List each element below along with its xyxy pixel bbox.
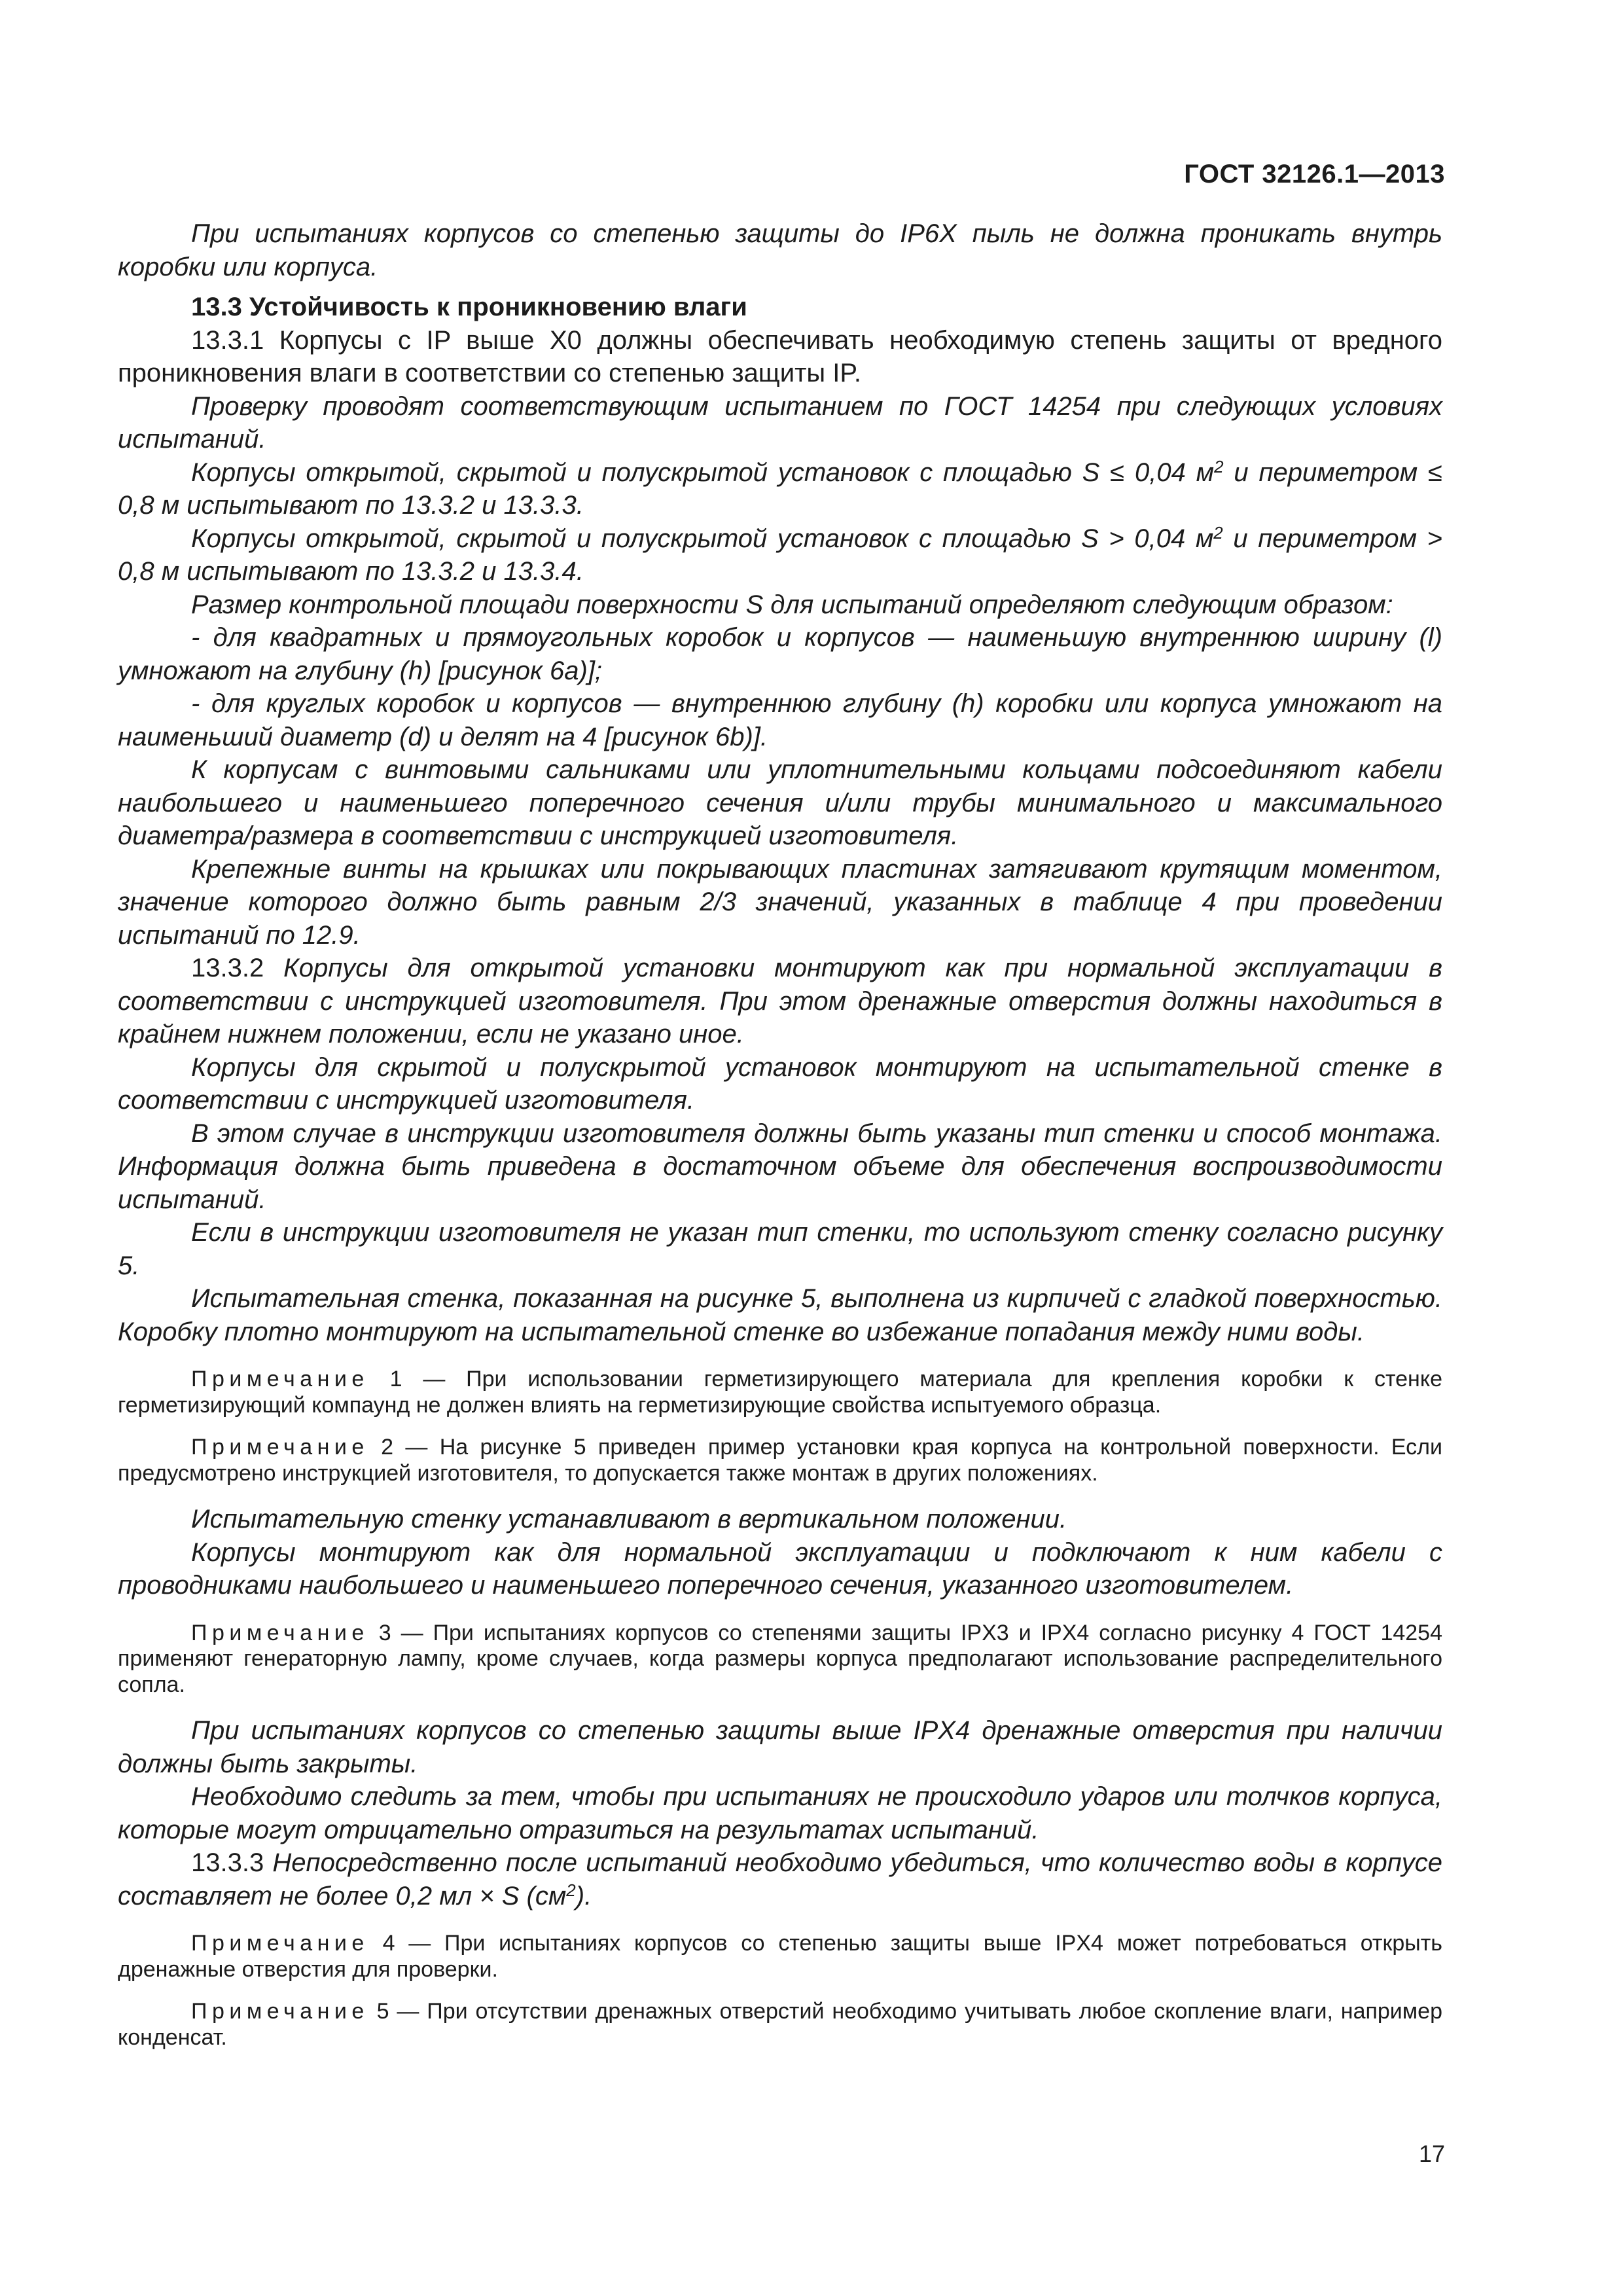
- list-item-round: - для круглых коробок и корпусов — внутреннюю глубину (h) коробки или корпуса умножают на наименьший диаметр (d) и делят на 4 [рисунок 6b)].: [118, 689, 1442, 751]
- note-1: [118, 1367, 1442, 1418]
- note-label: Примечание: [191, 1931, 369, 1956]
- clause-number: 13.3.3: [191, 1848, 264, 1877]
- paragraph-no-impacts: Необходимо следить за тем, чтобы при испытаниях не происходило ударов или толчков корпуса, которые могут отрицательно отразиться на результатах испытаний.: [118, 1782, 1442, 1844]
- note-label: Примечание: [191, 1620, 369, 1645]
- paragraph-hidden-mount: Корпусы для скрытой и полускрытой установок монтируют на испытательной стенке в соответствии с инструкцией изготовителя.: [118, 1052, 1442, 1115]
- superscript: 2: [1213, 522, 1223, 543]
- page-number: 17: [1418, 2140, 1445, 2167]
- clause-number: 13.3.1: [191, 325, 264, 355]
- text-segment: Корпусы открытой, скрытой и полускрытой установок с площадью S > 0,04 м: [191, 524, 1214, 553]
- list-item-rectangular: - для квадратных и прямоугольных коробок и корпусов — наименьшую внутреннюю ширину (l) умножают на глубину (h) [рисунок 6a)];: [118, 623, 1442, 685]
- note-5: [118, 1999, 1442, 2051]
- paragraph-small-area: [118, 456, 1442, 522]
- paragraph-13-3-2: [118, 952, 1442, 1051]
- clause-text: Корпусы для открытой установки монтируют как при нормальной эксплуатации в соответствии с инструкцией изготовителя. При этом дренажные отверстия должны находиться в крайнем нижнем положении, если не указано иное.: [118, 954, 1442, 1049]
- document-body: [118, 217, 1442, 2051]
- superscript: 2: [566, 1880, 576, 1900]
- paragraph-wall-default: Если в инструкции изготовителя не указан тип стенки, то используют стенку согласно рисунку 5.: [118, 1218, 1442, 1280]
- paragraph-cables: К корпусам с винтовыми сальниками или уплотнительными кольцами подсоединяют кабели наибольшего и наименьшего поперечного сечения и/или трубы минимального и максимального диаметра/размера в соответствии с инструкцией изготовителя.: [118, 755, 1442, 850]
- text-segment: Корпусы открытой, скрытой и полускрытой установок с площадью S ≤ 0,04 м: [191, 457, 1215, 487]
- note-text: 2 — На рисунке 5 приведен пример установки края корпуса на контрольной поверхности. Если предусмотрено инструкцией изготовителя, то допускается также монтаж в других положениях.: [118, 1435, 1442, 1486]
- text-segment: Непосредственно после испытаний необходимо убедиться, что количество воды в корпусе составляет не более 0,2 мл × S (см: [118, 1848, 1442, 1910]
- note-text: 1 — При использовании герметизирующего материала для крепления коробки к стенке герметизирующий компаунд не должен влиять на герметизирующие свойства испытуемого образца.: [118, 1367, 1442, 1418]
- text-segment: и периметром > 0,8 м испытывают по 13.3.2 и 13.3.4.: [118, 524, 1443, 586]
- text-segment: и периметром ≤ 0,8 м испытывают по 13.3.2 и 13.3.3.: [118, 457, 1442, 520]
- note-4: [118, 1931, 1442, 1982]
- paragraph-vertical: Испытательную стенку устанавливают в вертикальном положении.: [191, 1505, 1067, 1534]
- note-text: 4 — При испытаниях корпусов со степенью защиты выше IPX4 может потребоваться открыть дренажные отверстия для проверки.: [118, 1931, 1442, 1982]
- note-text: 5 — При отсутствии дренажных отверстий необходимо учитывать любое скопление влаги, например конденсат.: [118, 1999, 1442, 2050]
- paragraph-13-3-1: [118, 324, 1442, 390]
- paragraph-intro: При испытаниях корпусов со степенью защиты до IP6X пыль не должна проникать внутрь коробки или корпуса.: [118, 219, 1442, 281]
- paragraph-test-check: Проверку проводят соответствующим испытанием по ГОСТ 14254 при следующих условиях испытаний.: [118, 391, 1442, 454]
- paragraph-test-wall: Испытательная стенка, показанная на рисунке 5, выполнена из кирпичей с гладкой поверхностью. Коробку плотно монтируют на испытательной стенке во избежание попадания между ними воды.: [118, 1284, 1442, 1346]
- note-text: 3 — При испытаниях корпусов со степенями защиты IPX3 и IPX4 согласно рисунку 4 ГОСТ 14254 применяют генераторную лампу, кроме случаев, когда размеры корпуса предполагают использование распределительного сопла.: [118, 1620, 1442, 1697]
- section-heading: 13.3 Устойчивость к проникновению влаги: [191, 293, 747, 321]
- paragraph-screws: Крепежные винты на крышках или покрывающих пластинах затягивают крутящим моментом, значение которого должно быть равным 2/3 значений, указанных в таблице 4 при проведении испытаний по 12.9.: [118, 854, 1442, 950]
- note-label: Примечание: [191, 1999, 369, 2024]
- clause-text: Корпусы с IP выше X0 должны обеспечивать необходимую степень защиты от вредного проникновения влаги в соответствии со степенью защиты IP.: [118, 325, 1442, 387]
- note-label: Примечание: [191, 1435, 369, 1460]
- note-3: [118, 1621, 1442, 1698]
- clause-number: 13.3.2: [191, 954, 264, 982]
- paragraph-drainage-closed: При испытаниях корпусов со степенью защиты выше IPX4 дренажные отверстия при наличии должны быть закрыты.: [118, 1716, 1442, 1778]
- superscript: 2: [1214, 456, 1224, 476]
- paragraph-13-3-3: [118, 1846, 1442, 1912]
- paragraph-mount-cables: Корпусы монтируют как для нормальной эксплуатации и подключают к ним кабели с проводниками наибольшего и наименьшего поперечного сечения, указанного изготовителем.: [118, 1537, 1442, 1600]
- paragraph-area-size: Размер контрольной площади поверхности S для испытаний определяют следующим образом:: [191, 590, 1393, 619]
- note-2: [118, 1435, 1442, 1486]
- text-segment: ).: [575, 1881, 592, 1910]
- note-label: Примечание: [191, 1367, 369, 1391]
- paragraph-wall-type: В этом случае в инструкции изготовителя должны быть указаны тип стенки и способ монтажа. Информация должна быть приведена в достаточном объеме для обеспечения воспроизводимости испытаний.: [118, 1119, 1442, 1214]
- document-code-header: ГОСТ 32126.1—2013: [1184, 160, 1445, 188]
- paragraph-large-area: [118, 522, 1442, 588]
